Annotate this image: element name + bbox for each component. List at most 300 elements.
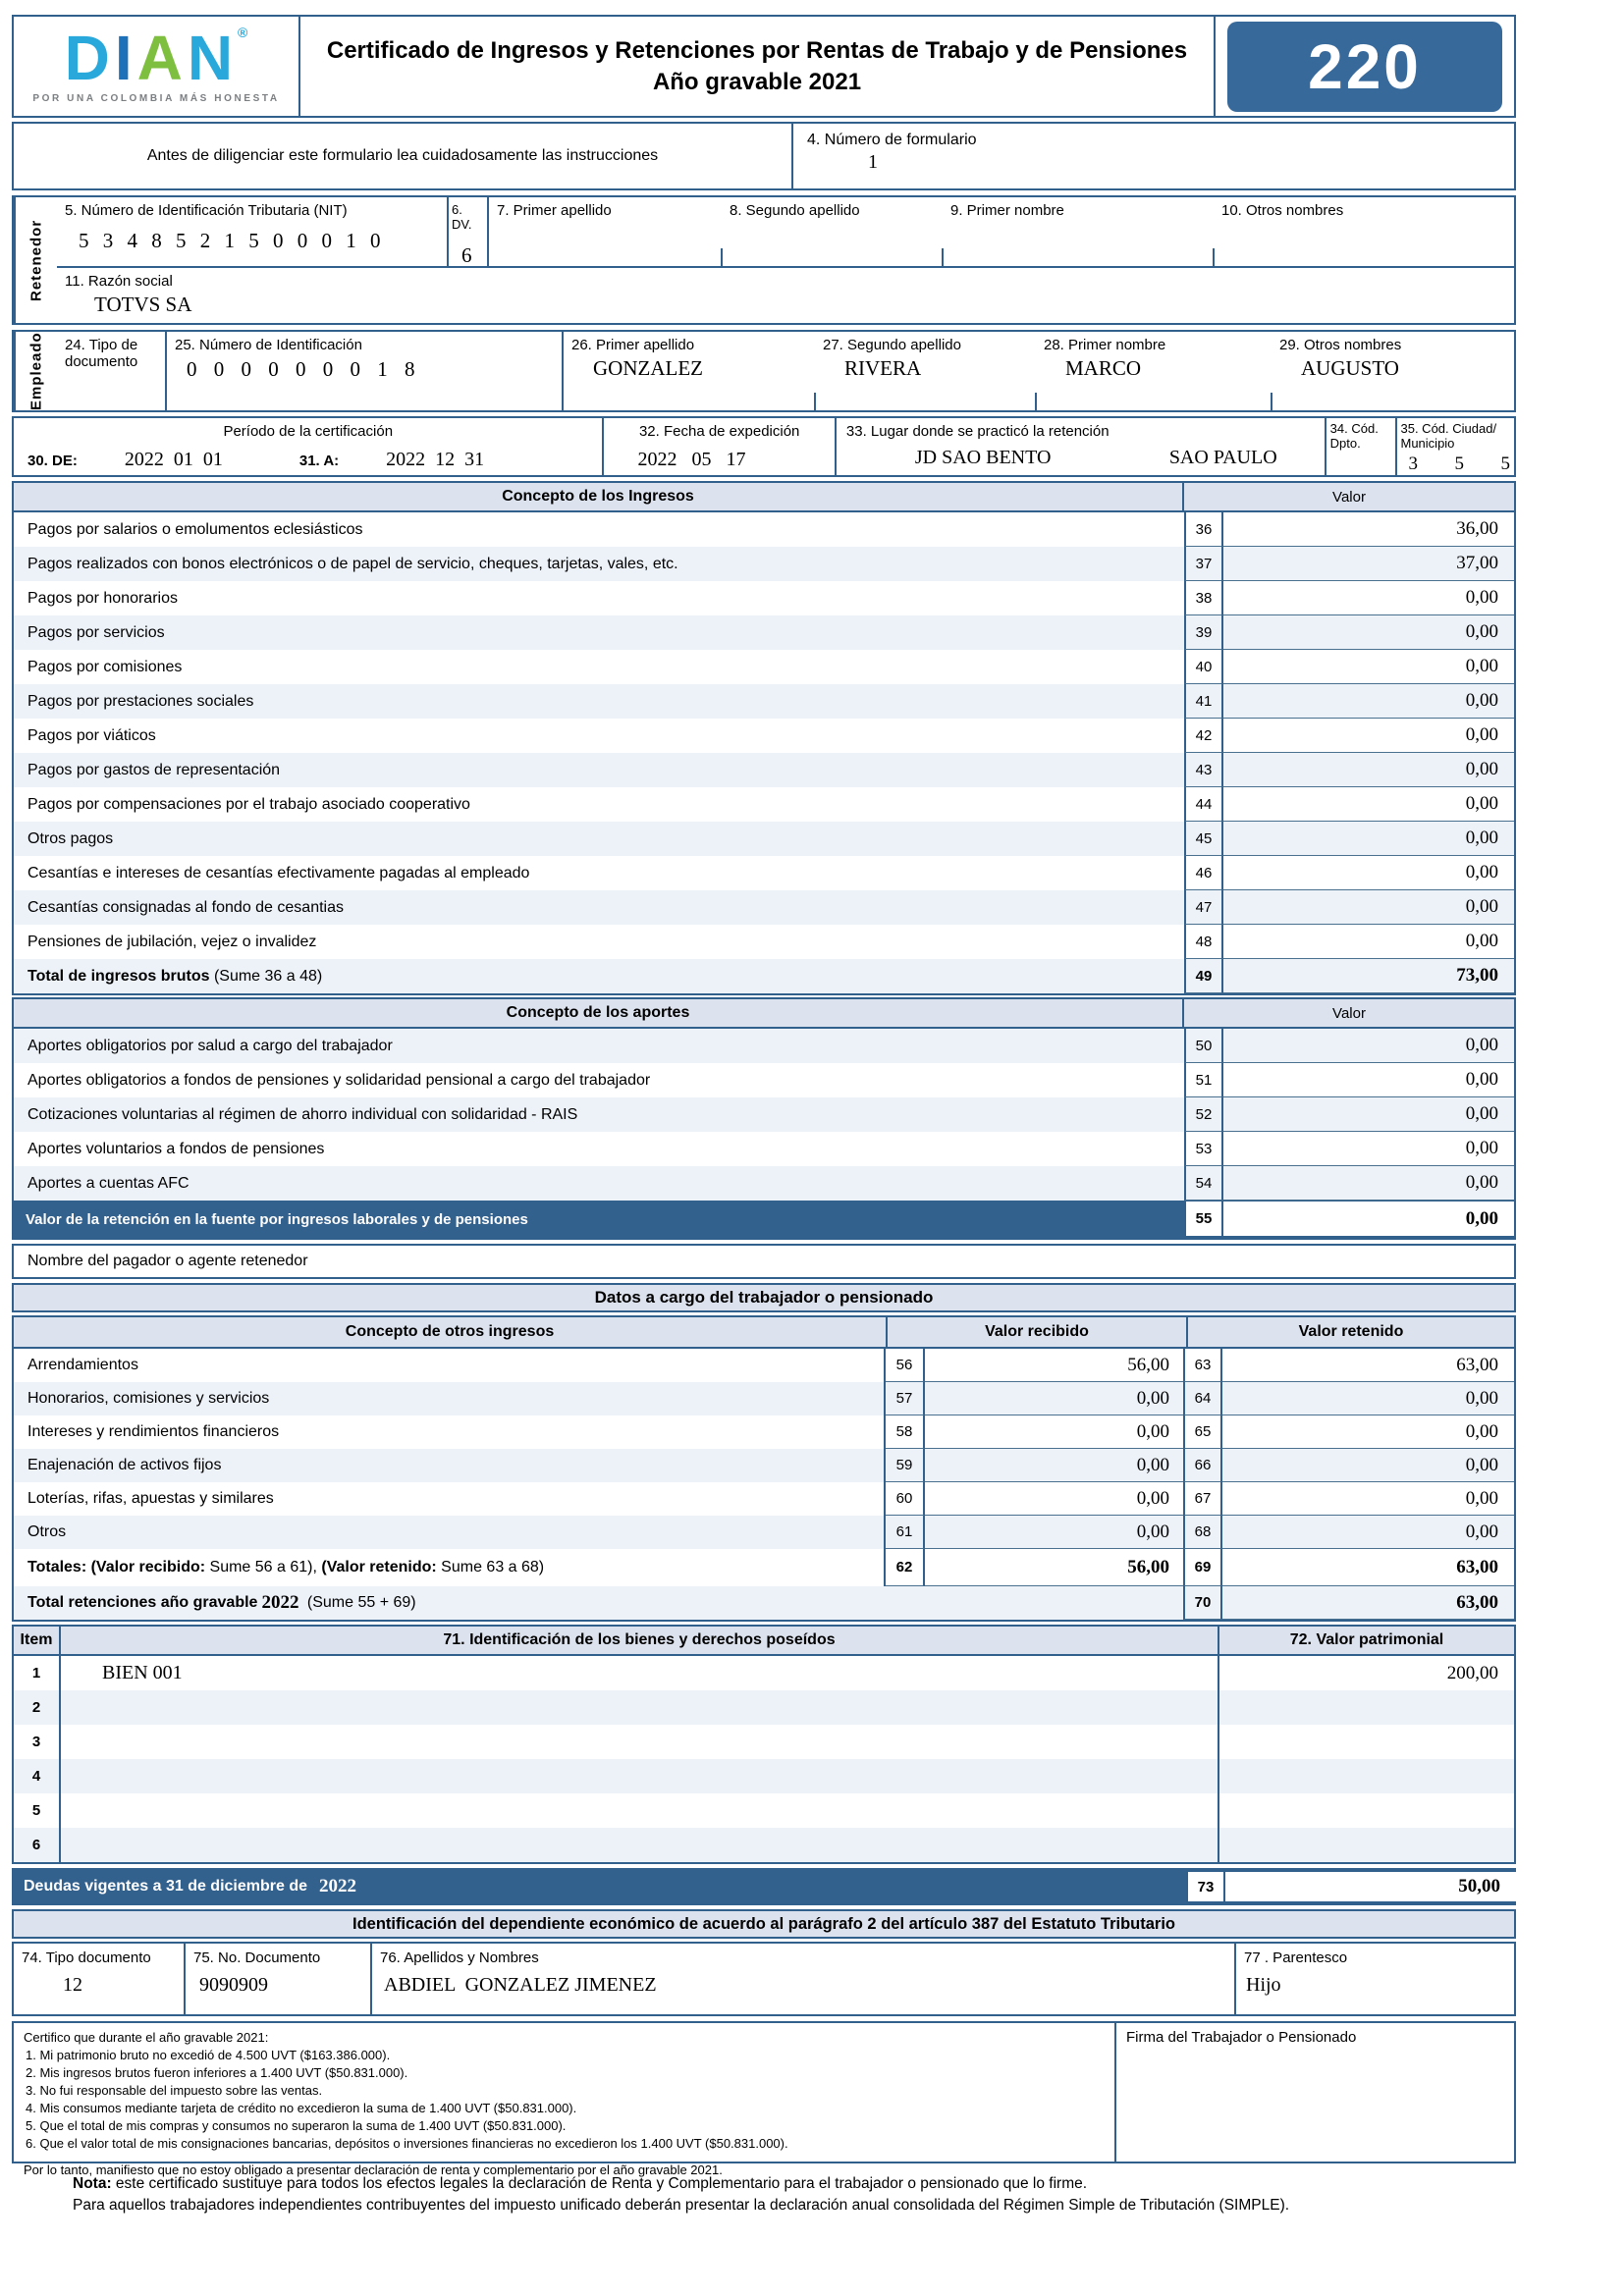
form-number-value: 1 xyxy=(868,151,878,173)
row-value: 0,00 xyxy=(1223,890,1514,925)
dian-logo-wordmark xyxy=(64,23,248,94)
totales-seg3: (Valor retenido: xyxy=(321,1559,437,1575)
empleado-row xyxy=(57,332,1514,410)
periodo-a-label: 31. A: xyxy=(298,453,340,469)
row-number: 45 xyxy=(1184,822,1223,856)
nota-line1 xyxy=(73,2173,1516,2195)
row-value: 0,00 xyxy=(1223,1097,1514,1132)
certifico-item: 1. Mi patrimonio bruto no excedió de 4.500 UVT ($163.386.000). xyxy=(26,2047,391,2062)
row-label: Pensiones de jubilación, vejez o invalidez xyxy=(27,933,317,950)
row-number: 52 xyxy=(1184,1097,1223,1132)
razon-social-value: TOTVS SA xyxy=(94,293,192,316)
retenedor-section xyxy=(12,195,1516,325)
periodo-row xyxy=(12,416,1516,477)
table-row xyxy=(14,1166,1514,1201)
certifico-statements xyxy=(14,2023,1116,2177)
bienes-table-header xyxy=(14,1627,1514,1656)
row-value: 0,00 xyxy=(1223,822,1514,856)
aportes-col-valor: Valor xyxy=(1332,1004,1366,1022)
bienes-table-body xyxy=(14,1656,1514,1862)
dependiente-nombres-field xyxy=(372,1944,1236,2014)
row-number: 38 xyxy=(1184,581,1223,615)
retenedor-side-label: Retenedor xyxy=(14,197,57,323)
row-number-retenido: 66 xyxy=(1183,1449,1222,1482)
total-label-rest: (Sume 36 a 48) xyxy=(209,967,323,985)
row-value-retenido: 0,00 xyxy=(1222,1482,1514,1516)
table-row xyxy=(14,1793,1514,1828)
row-number: 37 xyxy=(1184,547,1223,581)
dian-tagline: POR UNA COLOMBIA MÁS HONESTA xyxy=(32,92,280,104)
periodo-de-label: 30. DE: xyxy=(27,453,78,469)
periodo-a-value: 2022 12 31 xyxy=(386,449,485,470)
table-row xyxy=(14,1349,1514,1382)
row-value-retenido: 63,00 xyxy=(1222,1549,1514,1586)
bienes-col-valor: 72. Valor patrimonial xyxy=(1289,1631,1444,1648)
row-number: 46 xyxy=(1184,856,1223,890)
table-row xyxy=(14,1415,1514,1449)
row-value: 50,00 xyxy=(1225,1870,1516,1903)
form-code-cell xyxy=(1216,17,1514,116)
lugar-ciudad-value: SAO PAULO xyxy=(1168,447,1277,468)
row-label: Otros pagos xyxy=(27,829,114,847)
row-number: 55 xyxy=(1184,1201,1223,1238)
dv-label: 6. DV. xyxy=(452,202,472,232)
row-value: 0,00 xyxy=(1223,1132,1514,1166)
empleado-primer-apellido-field xyxy=(564,332,815,410)
row-number: 40 xyxy=(1184,650,1223,684)
row-value: 0,00 xyxy=(1223,787,1514,822)
certifico-item: 4. Mis consumos mediante tarjeta de crédito no excedieron la suma de 1.400 UVT ($50.831.000). xyxy=(26,2100,577,2115)
row-item-number: 2 xyxy=(14,1690,61,1725)
certifico-items xyxy=(24,2047,1105,2153)
otros-ingresos-table xyxy=(12,1315,1516,1622)
row-number-retenido: 67 xyxy=(1183,1482,1222,1516)
certifico-intro: Certifico que durante el año gravable 2021: xyxy=(24,2030,269,2045)
logo-letter-a: A xyxy=(136,23,188,94)
row-number: 41 xyxy=(1184,684,1223,719)
numero-identificacion-label: 25. Número de Identificación xyxy=(175,337,362,353)
nota-bold-prefix: Nota: xyxy=(73,2175,112,2192)
row-number: 43 xyxy=(1184,753,1223,787)
ingresos-table xyxy=(12,481,1516,995)
row-label: Cesantías e intereses de cesantías efectivamente pagadas al empleado xyxy=(27,864,530,881)
totales-seg2: Sume 56 a 61), xyxy=(205,1559,322,1575)
row-label: Pagos realizados con bonos electrónicos o de papel de servicio, cheques, tarjetas, vales, etc. xyxy=(27,555,678,572)
dependiente-documento-field xyxy=(186,1944,372,2014)
row-value: 37,00 xyxy=(1223,547,1514,581)
table-row xyxy=(14,719,1514,753)
lugar-retencion-field xyxy=(837,418,1326,475)
cod-ciudad-value: 3 5 5 xyxy=(1408,453,1510,474)
row-value-recibido: 56,00 xyxy=(925,1549,1183,1586)
lugar-retencion-label: 33. Lugar donde se practicó la retención xyxy=(845,423,1110,440)
cod-dpto-label: 34. Cód. Dpto. xyxy=(1329,421,1379,451)
form-title-line1: Certificado de Ingresos y Retenciones por Rentas de Trabajo y de Pensiones xyxy=(326,37,1188,65)
fecha-expedicion-field xyxy=(604,418,836,475)
row-value: 0,00 xyxy=(1223,650,1514,684)
numero-identificacion-field xyxy=(167,332,564,410)
table-row xyxy=(14,753,1514,787)
aportes-table-header xyxy=(14,999,1514,1029)
table-row xyxy=(14,1063,1514,1097)
row-item-number: 3 xyxy=(14,1725,61,1759)
row-number: 70 xyxy=(1183,1586,1222,1620)
certifico-item: 5. Que el total de mis compras y consumos no superaron la suma de 1.400 UVT ($50.831.000). xyxy=(26,2117,567,2133)
row-label: Aportes obligatorios por salud a cargo del trabajador xyxy=(27,1037,393,1054)
logo-letter-d: D xyxy=(64,23,115,94)
row-number-recibido: 62 xyxy=(886,1549,925,1586)
row-number-retenido: 65 xyxy=(1183,1415,1222,1449)
row-value: 0,00 xyxy=(1223,684,1514,719)
row-label: Pagos por prestaciones sociales xyxy=(27,692,254,710)
table-row xyxy=(14,1725,1514,1759)
deudas-label xyxy=(12,1870,1186,1903)
dependiente-band: Identificación del dependiente económico de acuerdo al parágrafo 2 del artículo 387 del Estatuto Tributario xyxy=(12,1909,1516,1939)
row-value: 0,00 xyxy=(1223,925,1514,959)
form-number-field xyxy=(793,124,1514,188)
row-number-recibido: 60 xyxy=(886,1482,925,1516)
row-label: Aportes obligatorios a fondos de pensiones y solidaridad pensional a cargo del trabajador xyxy=(27,1071,651,1089)
row-number-recibido: 56 xyxy=(886,1349,925,1382)
periodo-title: Período de la certificación xyxy=(223,423,394,440)
certifico-item: 6. Que el valor total de mis consignaciones bancarias, depósitos o inversiones financieras no excedieron los 1.400 UVT ($50.831.000). xyxy=(26,2135,788,2151)
row-number: 48 xyxy=(1184,925,1223,959)
table-row xyxy=(14,856,1514,890)
otros-totales-row xyxy=(14,1549,1514,1586)
row-number: 51 xyxy=(1184,1063,1223,1097)
table-row xyxy=(14,547,1514,581)
aportes-table xyxy=(12,997,1516,1240)
otros-col-recibido: Valor recibido xyxy=(888,1317,1188,1347)
empleado-primer-nombre-value: MARCO xyxy=(1065,356,1142,380)
dependiente-nombres-label: 76. Apellidos y Nombres xyxy=(380,1949,539,1966)
deudas-row xyxy=(12,1868,1516,1905)
dependiente-documento-value: 9090909 xyxy=(199,1974,268,1996)
retenedor-id-row xyxy=(57,197,1514,268)
row-label: Pagos por comisiones xyxy=(27,658,183,675)
row-value-recibido: 0,00 xyxy=(925,1415,1183,1449)
nit-field xyxy=(57,197,447,266)
dependiente-tipo-field xyxy=(14,1944,186,2014)
form-title xyxy=(300,17,1216,116)
logo-letter-i: I xyxy=(114,23,137,94)
aportes-col-concepto: Concepto de los aportes xyxy=(14,999,1184,1027)
retencion-fuente-row xyxy=(14,1201,1514,1238)
row-descripcion xyxy=(61,1690,1219,1725)
row-label xyxy=(14,959,1184,993)
row-number: 42 xyxy=(1184,719,1223,753)
table-row xyxy=(14,1516,1514,1549)
periodo-de-value: 2022 01 01 xyxy=(124,449,223,470)
row-label: Enajenación de activos fijos xyxy=(14,1449,886,1482)
row-valor-patrimonial xyxy=(1219,1759,1514,1793)
row-label: Honorarios, comisiones y servicios xyxy=(14,1382,886,1415)
empleado-primer-apellido-value: GONZALEZ xyxy=(593,356,703,380)
empleado-primer-apellido-label: 26. Primer apellido xyxy=(571,337,695,353)
empleado-segundo-apellido-value: RIVERA xyxy=(844,356,922,380)
deudas-label-text: Deudas vigentes a 31 de diciembre de xyxy=(24,1878,308,1895)
bienes-table xyxy=(12,1625,1516,1864)
retenedor-primer-nombre-field xyxy=(943,197,1214,266)
bienes-col-descripcion: 71. Identificación de los bienes y derechos poseídos xyxy=(61,1627,1219,1654)
row-number: 54 xyxy=(1184,1166,1223,1201)
deudas-year-value: 2022 xyxy=(319,1876,357,1896)
row-number-recibido: 59 xyxy=(886,1449,925,1482)
table-row xyxy=(14,822,1514,856)
row-number: 73 xyxy=(1186,1870,1225,1903)
fecha-expedicion-value: 2022 05 17 xyxy=(637,449,746,470)
pagador-field: Nombre del pagador o agente retenedor xyxy=(12,1244,1516,1279)
row-valor-patrimonial xyxy=(1219,1690,1514,1725)
row-number: 39 xyxy=(1184,615,1223,650)
row-descripcion xyxy=(61,1759,1219,1793)
row-valor-patrimonial xyxy=(1219,1828,1514,1862)
dependiente-documento-label: 75. No. Documento xyxy=(193,1949,321,1966)
dv-field xyxy=(447,197,489,266)
nota-footer xyxy=(12,2173,1516,2216)
table-row xyxy=(14,1759,1514,1793)
datos-trabajador-band: Datos a cargo del trabajador o pensionado xyxy=(12,1283,1516,1312)
row-value-recibido: 56,00 xyxy=(925,1349,1183,1382)
retenedor-otros-nombres-label: 10. Otros nombres xyxy=(1221,202,1344,219)
row-label: Pagos por gastos de representación xyxy=(27,761,281,778)
row-value: 0,00 xyxy=(1223,856,1514,890)
row-label: Loterías, rifas, apuestas y similares xyxy=(14,1482,886,1516)
table-row xyxy=(14,684,1514,719)
form-title-line2: Año gravable 2021 xyxy=(652,68,862,95)
form-number-label: 4. Número de formulario xyxy=(807,132,977,148)
row-label: Pagos por viáticos xyxy=(27,726,156,744)
retenedor-segundo-apellido-field xyxy=(722,197,943,266)
tipo-documento-field xyxy=(57,332,167,410)
row-number: 47 xyxy=(1184,890,1223,925)
lugar-retencion-value: JD SAO BENTO xyxy=(914,447,1052,468)
row-number-retenido: 68 xyxy=(1183,1516,1222,1549)
row-value-recibido: 0,00 xyxy=(925,1449,1183,1482)
row-number: 36 xyxy=(1184,512,1223,547)
razon-social-row xyxy=(57,268,1514,323)
table-row xyxy=(14,787,1514,822)
cod-ciudad-field xyxy=(1397,418,1515,475)
total-label-bold: Total de ingresos brutos xyxy=(27,967,210,985)
firma-label: Firma del Trabajador o Pensionado xyxy=(1126,2029,1357,2046)
total-retenciones-row xyxy=(14,1586,1514,1620)
table-row xyxy=(14,1482,1514,1516)
certificacion-section xyxy=(12,2021,1516,2177)
row-number-retenido: 64 xyxy=(1183,1382,1222,1415)
retenedor-otros-nombres-field xyxy=(1214,197,1514,266)
row-number: 53 xyxy=(1184,1132,1223,1166)
logo-letter-n: N xyxy=(187,23,239,94)
table-row xyxy=(14,512,1514,547)
firma-box xyxy=(1116,2023,1514,2162)
totales-seg1: Totales: (Valor recibido: xyxy=(27,1559,206,1575)
total-ret-year: 2022 xyxy=(261,1592,299,1613)
otros-col-concepto: Concepto de otros ingresos xyxy=(14,1317,888,1347)
empleado-section xyxy=(12,330,1516,412)
row-label: Pagos por compensaciones por el trabajo asociado cooperativo xyxy=(27,795,470,813)
row-value: 0,00 xyxy=(1223,753,1514,787)
dian-logo xyxy=(14,17,300,116)
row-descripcion xyxy=(61,1828,1219,1862)
row-label: Pagos por honorarios xyxy=(27,589,178,607)
dependiente-parentesco-value: Hijo xyxy=(1246,1974,1281,1996)
row-value: 0,00 xyxy=(1223,1029,1514,1063)
row-value-recibido: 0,00 xyxy=(925,1482,1183,1516)
cod-ciudad-label: 35. Cód. Ciudad/ Municipio xyxy=(1400,421,1497,451)
empleado-segundo-apellido-label: 27. Segundo apellido xyxy=(823,337,961,353)
ingresos-total-row xyxy=(14,959,1514,993)
cod-dpto-field xyxy=(1326,418,1397,475)
table-row xyxy=(14,1097,1514,1132)
retencion-fuente-label: Valor de la retención en la fuente por ingresos laborales y de pensiones xyxy=(14,1201,1184,1238)
row-value-retenido: 0,00 xyxy=(1222,1516,1514,1549)
empleado-segundo-apellido-field xyxy=(815,332,1036,410)
row-label: Cotizaciones voluntarias al régimen de ahorro individual con solidaridad - RAIS xyxy=(27,1105,578,1123)
dependiente-tipo-value: 12 xyxy=(63,1974,82,1996)
row-value: 0,00 xyxy=(1223,1201,1514,1238)
row-descripcion: BIEN 001 xyxy=(61,1656,1219,1690)
certifico-item: 3. No fui responsable del impuesto sobre las ventas. xyxy=(26,2082,323,2098)
nit-value: 5 3 4 8 5 2 1 5 0 0 0 1 0 xyxy=(79,229,381,252)
row-value: 0,00 xyxy=(1223,1166,1514,1201)
table-row xyxy=(14,650,1514,684)
row-descripcion xyxy=(61,1725,1219,1759)
bienes-col-item: Item xyxy=(14,1627,61,1654)
razon-social-field xyxy=(57,268,1514,323)
razon-social-label: 11. Razón social xyxy=(65,273,173,290)
row-number: 49 xyxy=(1184,959,1223,993)
form-code-badge: 220 xyxy=(1227,22,1502,112)
fecha-expedicion-label: 32. Fecha de expedición xyxy=(638,423,800,440)
retenedor-primer-apellido-label: 7. Primer apellido xyxy=(497,202,612,219)
row-label xyxy=(14,1586,1183,1620)
nota-line1-text: este certificado sustituye para todos los efectos legales la declaración de Renta y Complementario para el trabajador o pensionado que lo firme. xyxy=(111,2175,1088,2192)
empleado-otros-nombres-value: AUGUSTO xyxy=(1301,356,1399,380)
tipo-documento-label: 24. Tipo de documento xyxy=(65,337,138,370)
nit-label: 5. Número de Identificación Tributaria (NIT) xyxy=(65,202,348,219)
table-row xyxy=(14,581,1514,615)
row-label: Arrendamientos xyxy=(14,1349,886,1382)
dependiente-parentesco-field xyxy=(1236,1944,1514,2014)
row-item-number: 1 xyxy=(14,1656,61,1690)
table-row xyxy=(14,1132,1514,1166)
row-number-retenido: 69 xyxy=(1183,1549,1222,1586)
row-value: 0,00 xyxy=(1223,581,1514,615)
dv-value: 6 xyxy=(461,243,472,267)
total-ret-rest: (Sume 55 + 69) xyxy=(302,1594,416,1611)
row-label: Intereses y rendimientos financieros xyxy=(14,1415,886,1449)
certifico-outro: Por lo tanto, manifiesto que no estoy obligado a presentar declaración de renta y complementario por el año gravable 2021. xyxy=(24,2162,723,2177)
row-number-recibido: 57 xyxy=(886,1382,925,1415)
row-label: Aportes voluntarios a fondos de pensiones xyxy=(27,1140,325,1157)
empleado-side-label: Empleado xyxy=(14,332,57,410)
table-row xyxy=(14,1828,1514,1862)
instructions-notice: Antes de diligenciar este formulario lea cuidadosamente las instrucciones xyxy=(14,124,793,188)
totales-seg4: Sume 63 a 68) xyxy=(436,1559,545,1575)
dependiente-row xyxy=(12,1942,1516,2016)
row-label: Pagos por salarios o emolumentos eclesiásticos xyxy=(27,520,363,538)
ingresos-col-valor: Valor xyxy=(1332,488,1366,506)
total-ret-label: Total retenciones año gravable xyxy=(27,1594,258,1611)
row-value: 0,00 xyxy=(1223,719,1514,753)
otros-ingresos-body xyxy=(14,1349,1514,1549)
row-value-recibido: 0,00 xyxy=(925,1382,1183,1415)
table-row xyxy=(14,615,1514,650)
ingresos-table-body xyxy=(14,512,1514,959)
row-number-retenido: 63 xyxy=(1183,1349,1222,1382)
row-number: 50 xyxy=(1184,1029,1223,1063)
retenedor-primer-apellido-field xyxy=(489,197,722,266)
row-value: 0,00 xyxy=(1223,615,1514,650)
row-value-retenido: 0,00 xyxy=(1222,1415,1514,1449)
row-value: 73,00 xyxy=(1223,959,1514,993)
row-label: Aportes a cuentas AFC xyxy=(27,1174,189,1192)
row-valor-patrimonial: 200,00 xyxy=(1446,1662,1498,1683)
row-value-retenido: 0,00 xyxy=(1222,1382,1514,1415)
ingresos-table-header xyxy=(14,483,1514,512)
dependiente-nombres-value: ABDIEL GONZALEZ JIMENEZ xyxy=(384,1974,657,1996)
dependiente-tipo-label: 74. Tipo documento xyxy=(22,1949,151,1966)
row-value: 63,00 xyxy=(1222,1586,1514,1620)
certifico-item: 2. Mis ingresos brutos fueron inferiores a 1.400 UVT ($50.831.000). xyxy=(26,2064,408,2080)
table-row xyxy=(14,1382,1514,1415)
row-value-recibido: 0,00 xyxy=(925,1516,1183,1549)
registered-trademark-icon: ® xyxy=(238,25,248,41)
row-valor-patrimonial xyxy=(1219,1725,1514,1759)
nota-line2: Para aquellos trabajadores independientes contribuyentes del impuesto unificado deberán presentar la declaración anual consolidada del Régimen Simple de Tributación (SIMPLE). xyxy=(73,2197,1290,2214)
periodo-certificacion-field xyxy=(14,418,604,475)
empleado-otros-nombres-field xyxy=(1272,332,1514,410)
table-row xyxy=(14,1656,1514,1690)
row-number-recibido: 61 xyxy=(886,1516,925,1549)
row-value: 36,00 xyxy=(1223,512,1514,547)
row-number-recibido: 58 xyxy=(886,1415,925,1449)
row-value: 0,00 xyxy=(1223,1063,1514,1097)
table-row xyxy=(14,925,1514,959)
otros-col-retenido: Valor retenido xyxy=(1298,1323,1404,1340)
dependiente-parentesco-label: 77 . Parentesco xyxy=(1244,1949,1348,1966)
form-header xyxy=(12,15,1516,118)
table-row xyxy=(14,1029,1514,1063)
ingresos-col-concepto: Concepto de los Ingresos xyxy=(14,483,1184,510)
row-label: Cesantías consignadas al fondo de cesantias xyxy=(27,898,344,916)
notice-row xyxy=(12,122,1516,190)
row-descripcion xyxy=(61,1793,1219,1828)
row-label: Pagos por servicios xyxy=(27,623,165,641)
row-number: 44 xyxy=(1184,787,1223,822)
retenedor-primer-nombre-label: 9. Primer nombre xyxy=(950,202,1064,219)
aportes-table-body xyxy=(14,1029,1514,1201)
row-item-number: 5 xyxy=(14,1793,61,1828)
table-row xyxy=(14,890,1514,925)
empleado-primer-nombre-field xyxy=(1036,332,1272,410)
table-row xyxy=(14,1690,1514,1725)
table-row xyxy=(14,1449,1514,1482)
numero-identificacion-value: 0 0 0 0 0 0 0 1 8 xyxy=(187,357,415,381)
otros-ingresos-header xyxy=(14,1317,1514,1349)
row-value-retenido: 0,00 xyxy=(1222,1449,1514,1482)
row-valor-patrimonial xyxy=(1219,1793,1514,1828)
row-value-retenido: 63,00 xyxy=(1222,1349,1514,1382)
empleado-primer-nombre-label: 28. Primer nombre xyxy=(1044,337,1166,353)
row-item-number: 4 xyxy=(14,1759,61,1793)
retenedor-segundo-apellido-label: 8. Segundo apellido xyxy=(730,202,860,219)
row-item-number: 6 xyxy=(14,1828,61,1862)
row-label: Otros xyxy=(14,1516,886,1549)
empleado-otros-nombres-label: 29. Otros nombres xyxy=(1279,337,1402,353)
row-label xyxy=(14,1549,886,1586)
